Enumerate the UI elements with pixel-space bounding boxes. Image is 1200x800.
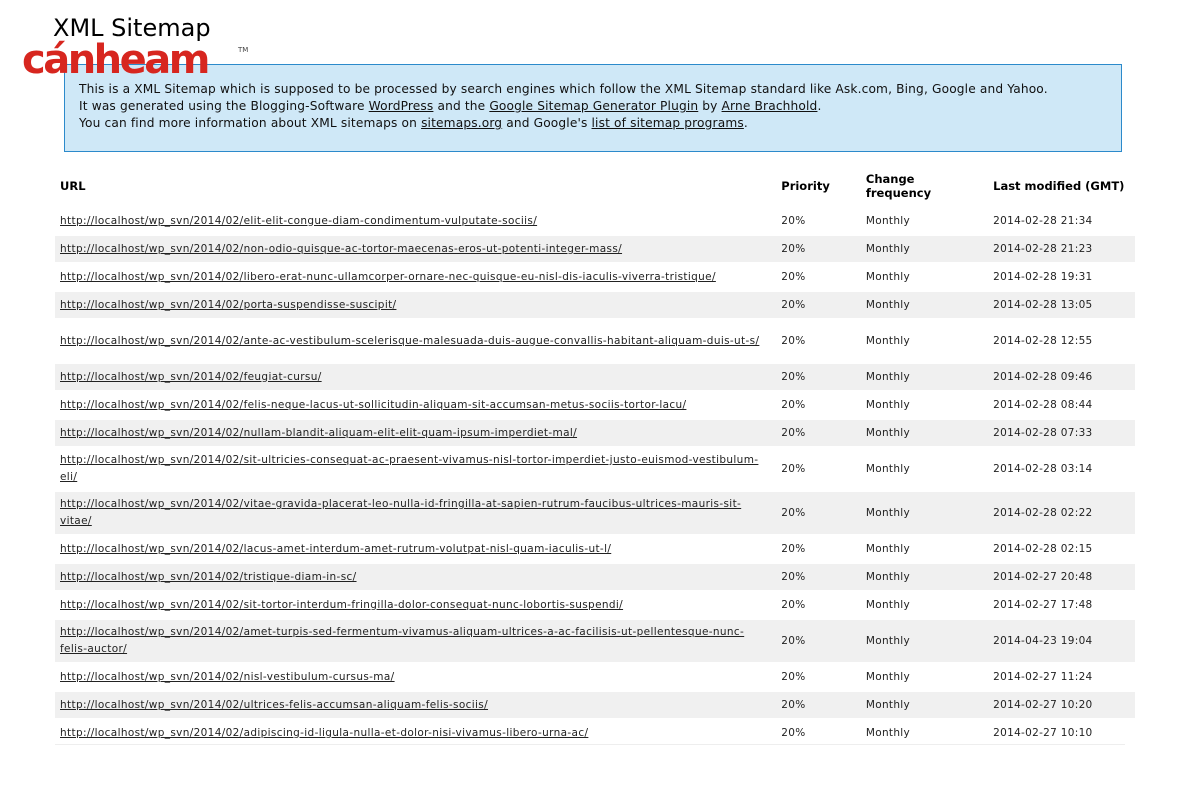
last-modified-cell: 2014-02-28 21:34	[988, 206, 1135, 234]
change-frequency-cell: Monthly	[861, 534, 988, 562]
priority-cell: 20%	[776, 590, 861, 618]
table-row	[55, 534, 1135, 562]
table-header-row	[55, 166, 1135, 206]
change-frequency-cell: Monthly	[861, 662, 988, 690]
priority-cell: 20%	[776, 446, 861, 490]
table-row	[55, 418, 1135, 446]
change-frequency-cell: Monthly	[861, 562, 988, 590]
priority-cell: 20%	[776, 618, 861, 662]
table-row	[55, 234, 1135, 262]
table-row	[55, 590, 1135, 618]
priority-cell: 20%	[776, 662, 861, 690]
column-header-change-frequency[interactable]: Change frequency	[865, 172, 932, 200]
logo-text: cánheam	[22, 37, 208, 83]
change-frequency-cell: Monthly	[861, 206, 988, 234]
priority-cell: 20%	[776, 390, 861, 418]
table-row	[55, 618, 1135, 662]
last-modified-cell: 2014-02-27 10:10	[988, 718, 1135, 746]
priority-cell: 20%	[776, 318, 861, 362]
url-link[interactable]: http://localhost/wp_svn/2014/02/sit-tortor-interdum-fringilla-dolor-consequat-nunc-lobortis-suspendi/	[60, 598, 624, 611]
table-row	[55, 262, 1135, 290]
change-frequency-cell: Monthly	[861, 718, 988, 746]
sitemaps-org-link[interactable]: sitemaps.org	[421, 116, 503, 130]
change-frequency-cell: Monthly	[861, 262, 988, 290]
table-row	[55, 490, 1135, 534]
intro-line-3	[79, 115, 1121, 132]
change-frequency-cell: Monthly	[861, 590, 988, 618]
page-title: XML Sitemap	[53, 14, 211, 42]
column-header-priority[interactable]: Priority	[781, 179, 830, 193]
table-row	[55, 206, 1135, 234]
logo-trademark: TM	[238, 46, 249, 54]
url-cell	[55, 290, 776, 318]
url-cell	[55, 206, 776, 234]
priority-cell: 20%	[776, 534, 861, 562]
sitemap-table	[55, 166, 1135, 746]
priority-cell: 20%	[776, 234, 861, 262]
table-row	[55, 662, 1135, 690]
last-modified-cell: 2014-04-23 19:04	[988, 618, 1135, 662]
url-cell	[55, 390, 776, 418]
change-frequency-cell: Monthly	[861, 418, 988, 446]
url-link[interactable]: http://localhost/wp_svn/2014/02/tristique-diam-in-sc/	[60, 570, 357, 583]
last-modified-cell: 2014-02-28 21:23	[988, 234, 1135, 262]
change-frequency-cell: Monthly	[861, 690, 988, 718]
url-link[interactable]: http://localhost/wp_svn/2014/02/nullam-blandit-aliquam-elit-elit-quam-ipsum-imperdiet-mal/	[60, 426, 578, 439]
last-modified-cell: 2014-02-28 19:31	[988, 262, 1135, 290]
table-row	[55, 290, 1135, 318]
url-link[interactable]: http://localhost/wp_svn/2014/02/lacus-amet-interdum-amet-rutrum-volutpat-nisl-quam-iaculis-ut-l/	[60, 542, 612, 555]
intro-box	[64, 64, 1122, 152]
brand-logo	[22, 37, 208, 83]
priority-cell: 20%	[776, 206, 861, 234]
priority-cell: 20%	[776, 290, 861, 318]
change-frequency-cell: Monthly	[861, 362, 988, 390]
intro-text-1: This is a XML Sitemap which is supposed to be processed by search engines which follow the XML Sitemap standard like Ask.com, Bing, Google and Yahoo.	[79, 82, 1048, 96]
url-link[interactable]: http://localhost/wp_svn/2014/02/ultrices-felis-accumsan-aliquam-felis-sociis/	[60, 698, 489, 711]
table-row	[55, 318, 1135, 362]
url-link[interactable]: http://localhost/wp_svn/2014/02/feugiat-cursu/	[60, 370, 322, 383]
priority-cell: 20%	[776, 418, 861, 446]
intro-text-3c: .	[743, 116, 748, 130]
priority-cell: 20%	[776, 690, 861, 718]
table-row	[55, 390, 1135, 418]
last-modified-cell: 2014-02-27 11:24	[988, 662, 1135, 690]
intro-text-2c: by	[698, 99, 722, 113]
sitemap-programs-link[interactable]: list of sitemap programs	[591, 116, 744, 130]
intro-text-2b: and the	[433, 99, 490, 113]
url-cell	[55, 618, 776, 662]
url-link[interactable]: http://localhost/wp_svn/2014/02/ante-ac-vestibulum-scelerisque-malesuada-duis-augue-convallis-habitant-aliquam-duis-ut-s/	[60, 334, 760, 347]
last-modified-cell: 2014-02-28 09:46	[988, 362, 1135, 390]
url-cell	[55, 446, 776, 490]
priority-cell: 20%	[776, 362, 861, 390]
change-frequency-cell: Monthly	[861, 318, 988, 362]
table-row	[55, 690, 1135, 718]
intro-line-2	[79, 98, 1121, 115]
change-frequency-cell: Monthly	[861, 618, 988, 662]
url-cell	[55, 418, 776, 446]
intro-text-3b: and Google's	[502, 116, 592, 130]
table-body	[55, 206, 1135, 746]
wordpress-link[interactable]: WordPress	[368, 99, 434, 113]
url-cell	[55, 318, 776, 362]
intro-text-3a: You can find more information about XML sitemaps on	[79, 116, 422, 130]
priority-cell: 20%	[776, 562, 861, 590]
priority-cell: 20%	[776, 718, 861, 746]
url-link[interactable]: http://localhost/wp_svn/2014/02/vitae-gravida-placerat-leo-nulla-id-fringilla-at-sapien-rutrum-faucibus-ultrices-mauris-sit-vitae/	[60, 498, 742, 527]
url-link[interactable]: http://localhost/wp_svn/2014/02/felis-neque-lacus-ut-sollicitudin-aliquam-sit-accumsan-metus-sociis-tortor-lacu/	[60, 398, 687, 411]
author-link[interactable]: Arne Brachhold	[721, 99, 818, 113]
intro-text-2a: It was generated using the Blogging-Software	[79, 99, 369, 113]
table-bottom-divider	[55, 744, 1125, 745]
url-cell	[55, 234, 776, 262]
url-cell	[55, 662, 776, 690]
column-header-last-modified[interactable]: Last modified (GMT)	[993, 179, 1125, 193]
url-cell	[55, 690, 776, 718]
url-cell	[55, 490, 776, 534]
intro-line-1	[79, 81, 1121, 98]
priority-cell: 20%	[776, 262, 861, 290]
url-link[interactable]: http://localhost/wp_svn/2014/02/porta-suspendisse-suscipit/	[60, 298, 397, 311]
url-cell	[55, 534, 776, 562]
change-frequency-cell: Monthly	[861, 446, 988, 490]
last-modified-cell: 2014-02-28 03:14	[988, 446, 1135, 490]
plugin-link[interactable]: Google Sitemap Generator Plugin	[489, 99, 699, 113]
last-modified-cell: 2014-02-28 08:44	[988, 390, 1135, 418]
url-link[interactable]: http://localhost/wp_svn/2014/02/elit-elit-congue-diam-condimentum-vulputate-sociis/	[60, 214, 538, 227]
last-modified-cell: 2014-02-28 07:33	[988, 418, 1135, 446]
last-modified-cell: 2014-02-27 20:48	[988, 562, 1135, 590]
url-link[interactable]: http://localhost/wp_svn/2014/02/adipiscing-id-ligula-nulla-et-dolor-nisi-vivamus-libero-urna-ac/	[60, 726, 589, 739]
url-cell	[55, 562, 776, 590]
table-row	[55, 562, 1135, 590]
table-row	[55, 446, 1135, 490]
table-row	[55, 718, 1135, 746]
last-modified-cell: 2014-02-28 02:22	[988, 490, 1135, 534]
url-cell	[55, 718, 776, 746]
url-link[interactable]: http://localhost/wp_svn/2014/02/libero-erat-nunc-ullamcorper-ornare-nec-quisque-eu-nisl-dis-iaculis-viverra-tristique/	[60, 270, 716, 283]
url-cell	[55, 362, 776, 390]
change-frequency-cell: Monthly	[861, 234, 988, 262]
change-frequency-cell: Monthly	[861, 390, 988, 418]
priority-cell: 20%	[776, 490, 861, 534]
column-header-url[interactable]: URL	[60, 179, 86, 193]
last-modified-cell: 2014-02-28 02:15	[988, 534, 1135, 562]
url-cell	[55, 590, 776, 618]
last-modified-cell: 2014-02-28 13:05	[988, 290, 1135, 318]
url-link[interactable]: http://localhost/wp_svn/2014/02/sit-ultricies-consequat-ac-praesent-vivamus-nisl-tortor-imperdiet-justo-euismod-vestibulum-eli/	[60, 454, 759, 483]
url-link[interactable]: http://localhost/wp_svn/2014/02/amet-turpis-sed-fermentum-vivamus-aliquam-ultrices-a-ac-facilisis-ut-pellentesque-nunc-felis-auctor/	[60, 626, 745, 655]
last-modified-cell: 2014-02-27 17:48	[988, 590, 1135, 618]
change-frequency-cell: Monthly	[861, 490, 988, 534]
table-row	[55, 362, 1135, 390]
url-link[interactable]: http://localhost/wp_svn/2014/02/nisl-vestibulum-cursus-ma/	[60, 670, 395, 683]
url-link[interactable]: http://localhost/wp_svn/2014/02/non-odio-quisque-ac-tortor-maecenas-eros-ut-potenti-integer-mass/	[60, 242, 623, 255]
last-modified-cell: 2014-02-28 12:55	[988, 318, 1135, 362]
change-frequency-cell: Monthly	[861, 290, 988, 318]
intro-text-2d: .	[817, 99, 822, 113]
url-cell	[55, 262, 776, 290]
last-modified-cell: 2014-02-27 10:20	[988, 690, 1135, 718]
